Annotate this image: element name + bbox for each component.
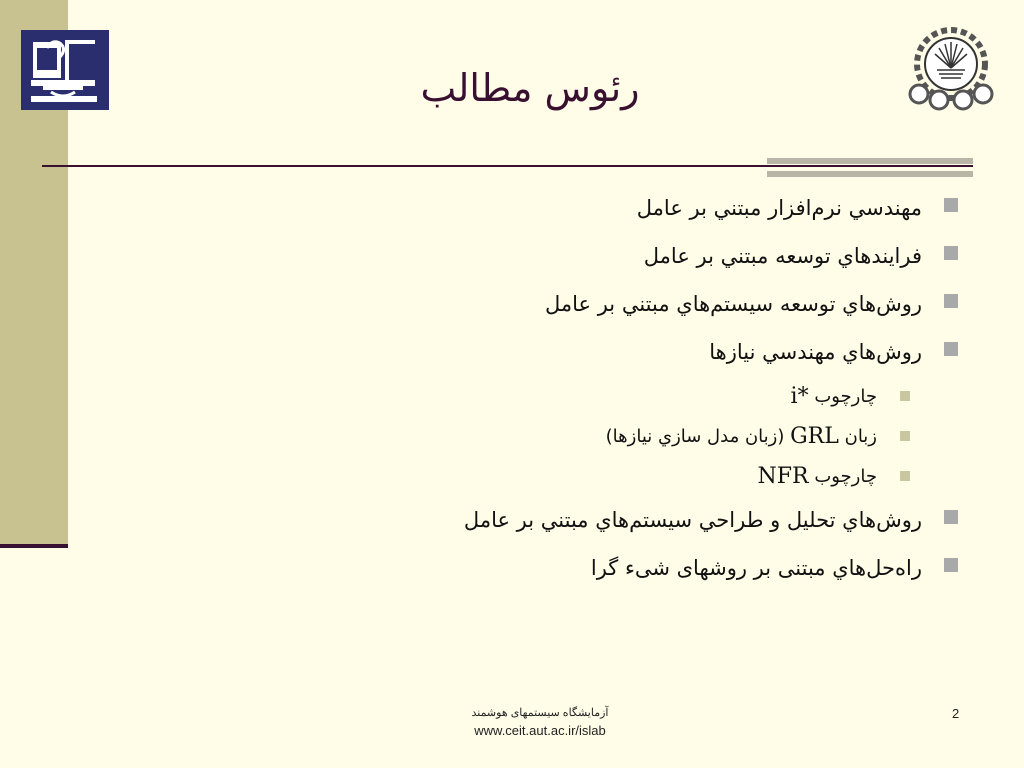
bullet-square-icon	[944, 558, 958, 572]
sub-list-item	[330, 416, 962, 456]
bullet-square-icon	[944, 198, 958, 212]
bullet-list	[330, 184, 962, 592]
list-item-text: روش‌هاي مهندسي نيازها	[709, 340, 922, 364]
bullet-square-icon	[944, 510, 958, 524]
sub-bullet-square-icon	[900, 391, 910, 401]
slide-title: رئوس مطالب	[420, 66, 640, 110]
title-divider-accent	[767, 158, 973, 178]
sub-item-text: چارچوب	[814, 385, 877, 407]
bullet-square-icon	[944, 294, 958, 308]
footer-lab-name: آزمايشگاه سيستمهای هوشمند	[471, 707, 609, 719]
sub-item-text: چارچوب	[814, 465, 877, 487]
list-item	[330, 280, 962, 328]
sub-item-term: NFR	[757, 463, 809, 489]
footer-url: www.ceit.aut.ac.ir/islab	[474, 723, 606, 738]
list-item	[330, 496, 962, 544]
list-item-text: روش‌هاي تحليل و طراحي سيستم‌هاي مبتني بر عامل	[463, 508, 922, 532]
list-item-text: روش‌هاي توسعه سيستم‌هاي مبتني بر عامل	[544, 292, 922, 316]
list-item-text: مهندسي نرم‌افزار مبتني بر عامل	[636, 196, 922, 220]
sub-bullet-square-icon	[900, 431, 910, 441]
bullet-square-icon	[944, 246, 958, 260]
sub-item-note: (زبان مدل سازي نيازها)	[605, 425, 785, 447]
left-accent-divider	[0, 544, 68, 548]
lab-logo-icon	[21, 30, 109, 110]
footer	[440, 706, 640, 738]
sub-bullet-square-icon	[900, 471, 910, 481]
bullet-square-icon	[944, 342, 958, 356]
sub-list-item	[330, 456, 962, 496]
list-item	[330, 232, 962, 280]
list-item	[330, 184, 962, 232]
sub-item-text: زبان	[844, 425, 877, 447]
list-item	[330, 544, 962, 592]
university-emblem-icon	[905, 24, 997, 116]
sub-list-item	[330, 376, 962, 416]
sub-item-term: GRL	[790, 423, 839, 449]
sub-item-term: i*	[790, 383, 809, 409]
list-item-text: فرايندهاي توسعه مبتني بر عامل	[643, 244, 922, 268]
list-item	[330, 328, 962, 376]
page-number: 2	[952, 706, 960, 721]
list-item-text: راه‌حل‌هاي مبتنی بر روشهای شیء گرا	[590, 556, 922, 580]
